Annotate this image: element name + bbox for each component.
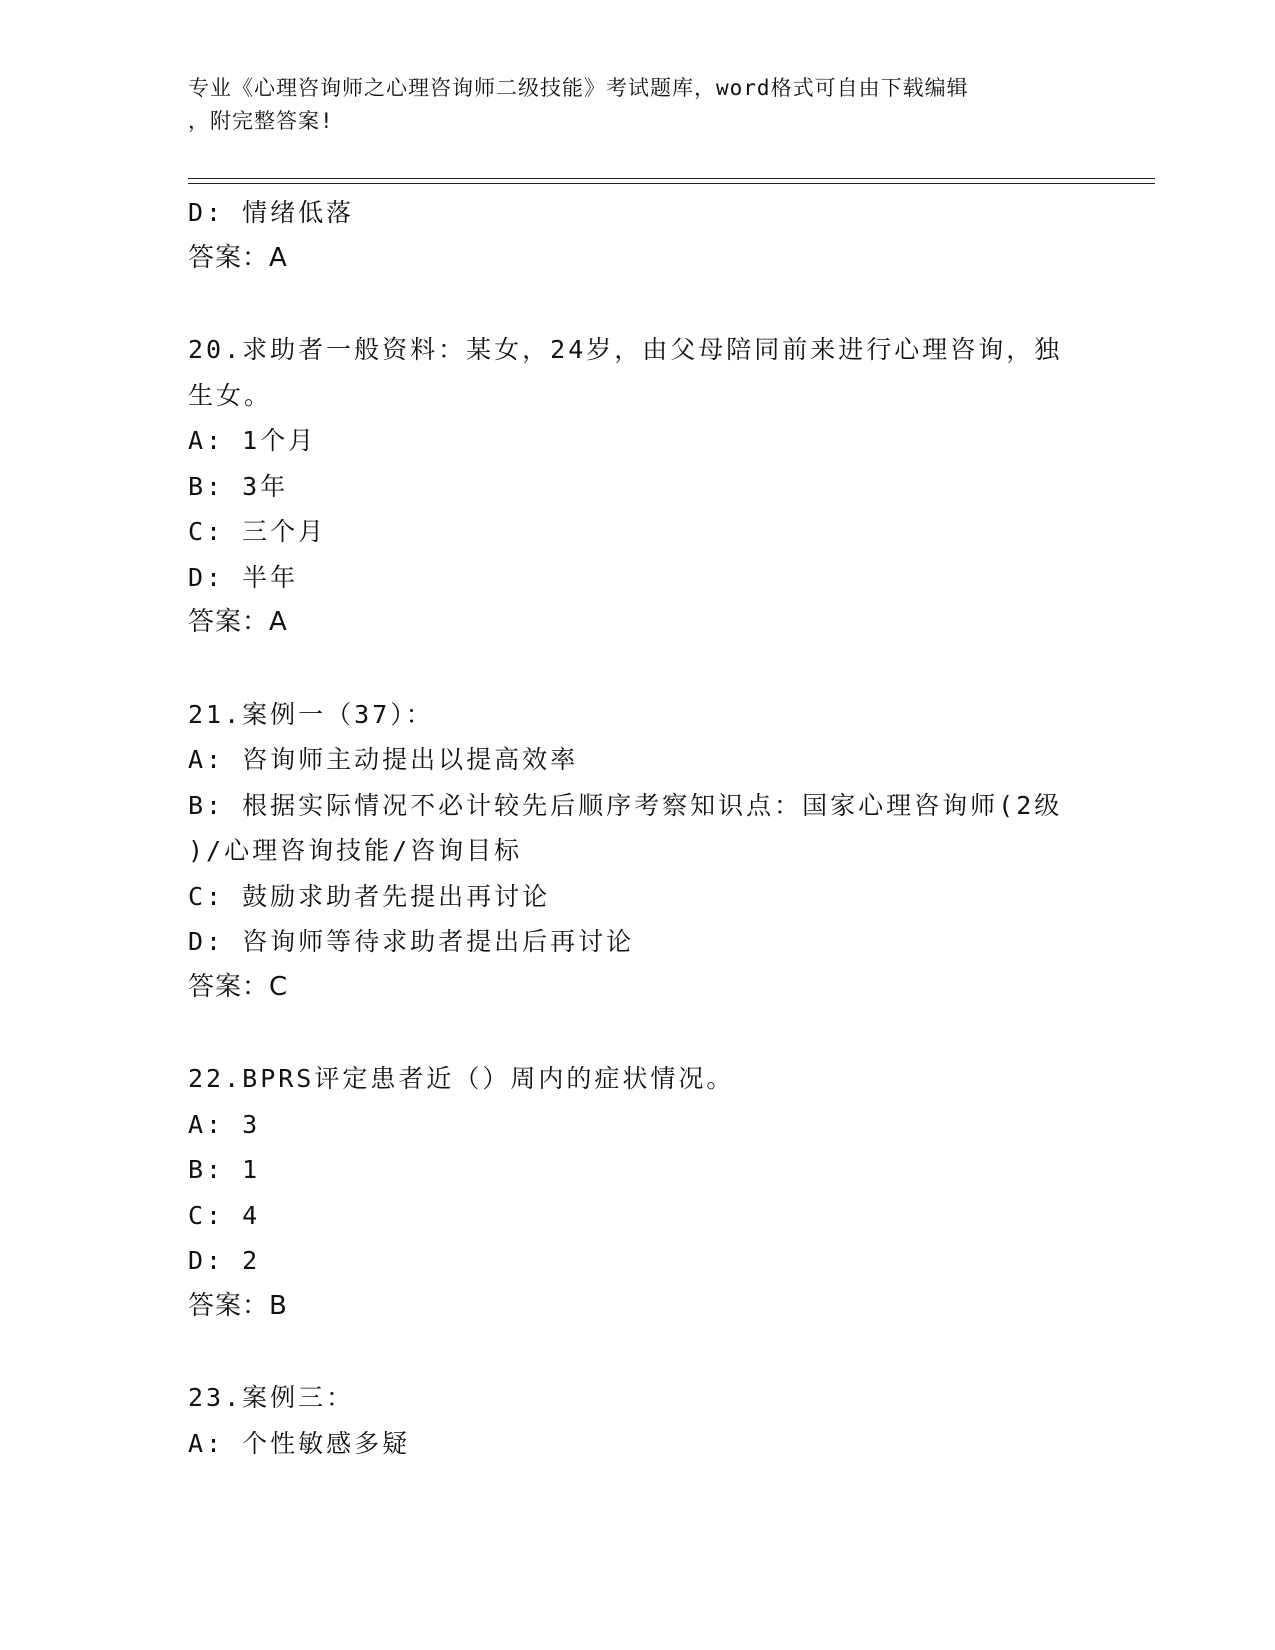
question-stem: 20.求助者一般资料：某女，24岁，由父母陪同前来进行心理咨询，独 bbox=[188, 335, 1063, 364]
option-d: D: 半年 bbox=[188, 562, 299, 592]
question-20 bbox=[188, 327, 1088, 646]
header-line-1: 专业《心理咨询师之心理咨询师二级技能》考试题库，word格式可自由下载编辑 bbox=[188, 76, 969, 100]
option-d: D: 情绪低落 bbox=[188, 198, 355, 227]
answer: 答案：A bbox=[188, 607, 288, 637]
option-b-continued: )/心理咨询技能/咨询目标 bbox=[188, 836, 523, 865]
option-a: A: 3 bbox=[188, 1109, 261, 1139]
option-a: A: 个性敏感多疑 bbox=[188, 1428, 411, 1458]
spacer bbox=[188, 1329, 1088, 1375]
question-list bbox=[188, 190, 1088, 1466]
option-c: C: 4 bbox=[188, 1200, 261, 1230]
question-stem: 22.BPRS评定患者近（）周内的症状情况。 bbox=[188, 1064, 735, 1093]
question-19 bbox=[188, 190, 1088, 281]
answer: 答案：A bbox=[188, 242, 288, 273]
question-22 bbox=[188, 1056, 1088, 1329]
option-a: A: 1个月 bbox=[188, 426, 317, 455]
header-divider-bottom bbox=[188, 183, 1155, 184]
option-c: C: 鼓励求助者先提出再讨论 bbox=[188, 881, 551, 911]
question-21 bbox=[188, 692, 1088, 1011]
option-b: B: 根据实际情况不必计较先后顺序考察知识点：国家心理咨询师(2级 bbox=[188, 790, 1063, 820]
option-d: D: 咨询师等待求助者提出后再讨论 bbox=[188, 927, 635, 956]
question-stem: 21.案例一（37）： bbox=[188, 699, 434, 729]
spacer bbox=[188, 646, 1088, 692]
answer: 答案：C bbox=[188, 971, 289, 1002]
spacer bbox=[188, 281, 1088, 327]
header-divider-top bbox=[188, 178, 1155, 179]
option-b: B: 3年 bbox=[188, 471, 289, 501]
question-stem-continued: 生女。 bbox=[188, 380, 273, 410]
answer: 答案：B bbox=[188, 1290, 288, 1321]
question-stem: 23.案例三： bbox=[188, 1383, 355, 1412]
header-line-2: ，附完整答案! bbox=[188, 109, 334, 133]
question-23 bbox=[188, 1375, 1088, 1466]
option-b: B: 1 bbox=[188, 1155, 261, 1184]
option-d: D: 2 bbox=[188, 1246, 261, 1275]
spacer bbox=[188, 1010, 1088, 1056]
option-c: C: 三个月 bbox=[188, 517, 327, 546]
option-a: A: 咨询师主动提出以提高效率 bbox=[188, 745, 579, 774]
document-header bbox=[188, 72, 1088, 138]
